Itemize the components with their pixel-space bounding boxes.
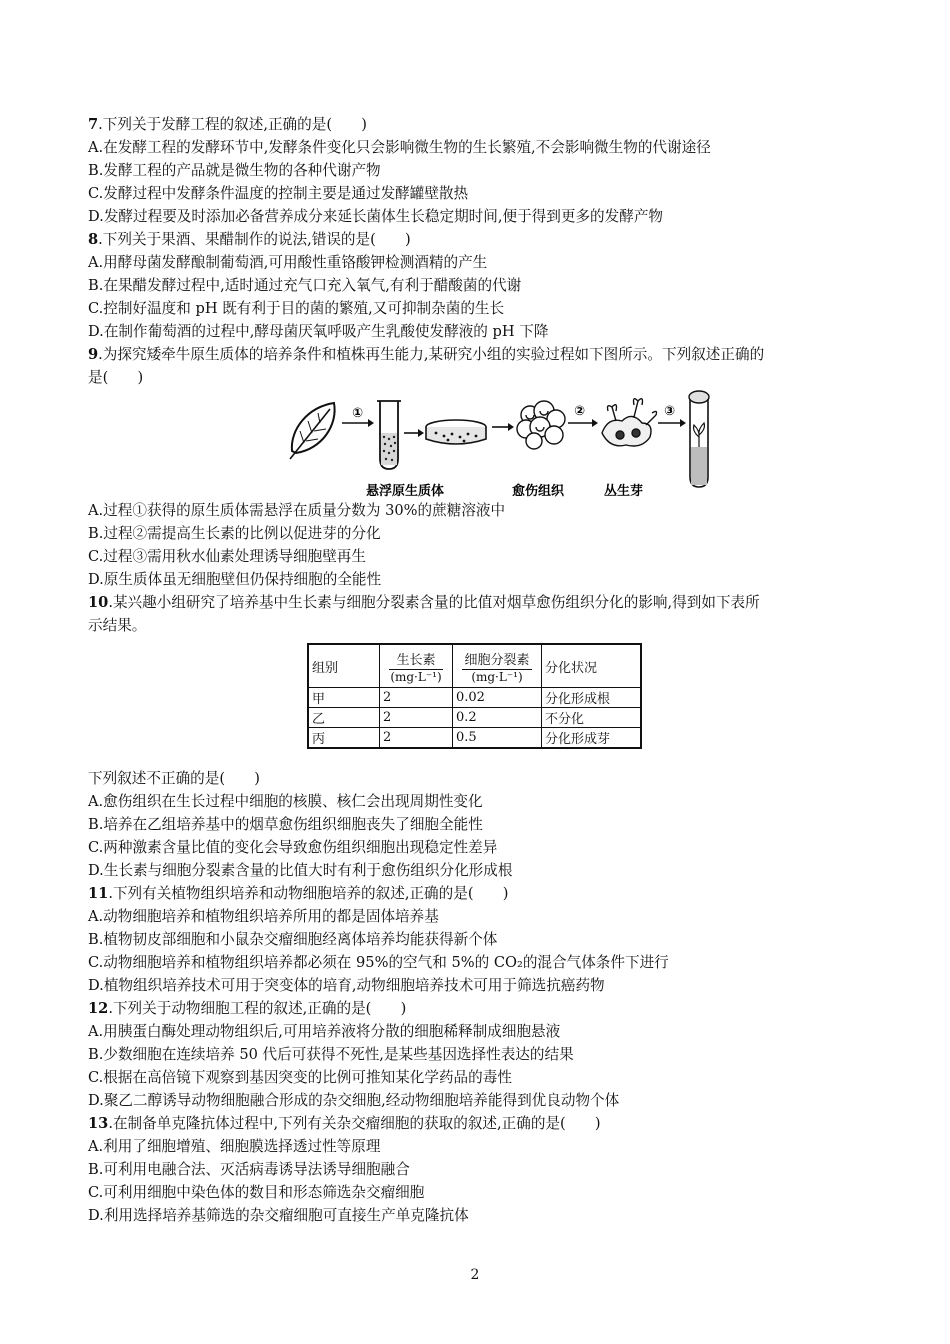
protoplast-culture-figure <box>88 389 863 499</box>
header-differentiation: 分化状况 <box>542 644 642 688</box>
question-13-option-c: C.可利用细胞中染色体的数目和形态筛选杂交瘤细胞 <box>88 1184 425 1201</box>
arrow-step-3 <box>658 419 686 427</box>
question-10-option-c: C.两种激素含量比值的变化会导致愈伤组织细胞出现稳定性差异 <box>88 839 498 856</box>
table-row <box>308 728 641 749</box>
step-2-marker: ② <box>574 404 586 419</box>
question-number: 13 <box>88 1115 109 1132</box>
label-buds: 丛生芽 <box>604 484 644 499</box>
question-9-stem-line1: 9.为探究矮牵牛原生质体的培养条件和植株再生能力,某研究小组的实验过程如下图所示。下列叙述正确的 <box>88 346 765 363</box>
question-number: 12 <box>88 1000 109 1017</box>
leaf-icon <box>290 403 335 459</box>
question-10-stem-line2: 示结果。 <box>88 617 147 634</box>
question-10-option-d: D.生长素与细胞分裂素含量的比值大时有利于愈伤组织分化形成根 <box>88 862 513 879</box>
question-number: 10 <box>88 594 109 611</box>
header-cytokinin-label: 细胞分裂素 <box>464 652 530 668</box>
culture-process-diagram <box>286 389 716 499</box>
question-10-option-b: B.培养在乙组培养基中的烟草愈伤组织细胞丧失了细胞全能性 <box>88 816 483 833</box>
question-10-option-a: A.愈伤组织在生长过程中细胞的核膜、核仁会出现周期性变化 <box>88 793 483 810</box>
arrow-step-2 <box>568 419 598 427</box>
petri-dish-icon <box>426 420 486 444</box>
question-number: 7 <box>88 116 99 133</box>
label-protoplast: 悬浮原生质体 <box>366 484 445 499</box>
cell-cytokinin: 0.5 <box>453 728 542 749</box>
question-7-option-b: B.发酵工程的产品就是微生物的各种代谢产物 <box>88 162 381 179</box>
header-cytokinin <box>453 644 542 688</box>
cell-group: 乙 <box>308 708 380 728</box>
header-group: 组别 <box>308 644 380 688</box>
question-9-option-b: B.过程②需提高生长素的比例以促进芽的分化 <box>88 525 381 542</box>
page-number: 2 <box>470 1267 480 1283</box>
callus-icon <box>517 401 565 449</box>
question-12-option-d: D.聚乙二醇诱导动物细胞融合形成的杂交细胞,经动物细胞培养能得到优良动物个体 <box>88 1092 620 1109</box>
question-13-option-b: B.可利用电融合法、灭活病毒诱导法诱导细胞融合 <box>88 1161 410 1178</box>
question-8-option-c: C.控制好温度和 pH 既有利于目的菌的繁殖,又可抑制杂菌的生长 <box>88 300 505 317</box>
table-header-row <box>308 644 641 688</box>
question-page <box>88 113 863 1227</box>
question-8-option-a: A.用酵母菌发酵酿制葡萄酒,可用酸性重铬酸钾检测酒精的产生 <box>88 254 488 271</box>
question-11-option-d: D.植物组织培养技术可用于突变体的培育,动物细胞培养技术可用于筛选抗癌药物 <box>88 977 605 994</box>
question-12-stem: 12.下列关于动物细胞工程的叙述,正确的是( ) <box>88 1000 407 1017</box>
question-number: 9 <box>88 346 99 363</box>
cell-cytokinin: 0.2 <box>453 708 542 728</box>
question-7-option-a: A.在发酵工程的发酵环节中,发酵条件变化只会影响微生物的生长繁殖,不会影响微生物的代谢途径 <box>88 139 711 156</box>
question-12-option-a: A.用胰蛋白酶处理动物组织后,可用培养液将分散的细胞稀释制成细胞悬液 <box>88 1023 561 1040</box>
question-number: 8 <box>88 231 99 248</box>
step-3-marker: ③ <box>664 404 676 419</box>
question-8-option-b: B.在果醋发酵过程中,适时通过充气口充入氧气,有利于醋酸菌的代谢 <box>88 277 522 294</box>
question-9-option-a: A.过程①获得的原生质体需悬浮在质量分数为 30%的蔗糖溶液中 <box>88 502 506 519</box>
question-11-option-c: C.动物细胞培养和植物组织培养都必须在 95%的空气和 5%的 CO₂的混合气体条件下进行 <box>88 954 669 971</box>
header-cytokinin-unit: (mg·L⁻¹) <box>462 669 532 684</box>
question-10-stem-line1: 10.某兴趣小组研究了培养基中生长素与细胞分裂素含量的比值对烟草愈伤组织分化的影响,得到如下表所 <box>88 594 760 611</box>
hormone-ratio-table <box>307 643 642 749</box>
arrow-to-callus <box>492 423 514 431</box>
question-9-option-c: C.过程③需用秋水仙素处理诱导细胞壁再生 <box>88 548 366 565</box>
question-7-option-d: D.发酵过程要及时添加必备营养成分来延长菌体生长稳定期时间,便于得到更多的发酵产物 <box>88 208 664 225</box>
question-7-stem: 7.下列关于发酵工程的叙述,正确的是( ) <box>88 116 367 133</box>
arrow-to-dish <box>404 429 424 437</box>
cell-group: 甲 <box>308 688 380 708</box>
question-12-option-b: B.少数细胞在连续培养 50 代后可获得不死性,是某些基因选择性表达的结果 <box>88 1046 574 1063</box>
question-13-option-a: A.利用了细胞增殖、细胞膜选择透过性等原理 <box>88 1138 381 1155</box>
table-row <box>308 688 641 708</box>
question-8-stem: 8.下列关于果酒、果醋制作的说法,错误的是( ) <box>88 231 411 248</box>
question-13-option-d: D.利用选择培养基筛选的杂交瘤细胞可直接生产单克隆抗体 <box>88 1207 469 1224</box>
question-13-stem: 13.在制备单克隆抗体过程中,下列有关杂交瘤细胞的获取的叙述,正确的是( ) <box>88 1115 601 1132</box>
test-tube-icon <box>377 401 401 469</box>
step-1-marker: ① <box>352 406 364 421</box>
cell-auxin: 2 <box>380 708 453 728</box>
header-auxin-unit: (mg·L⁻¹) <box>390 669 442 684</box>
plantlet-tube-icon <box>689 391 709 487</box>
question-9-stem-line2: 是( ) <box>88 369 144 386</box>
header-auxin-label: 生长素 <box>396 652 436 668</box>
cell-auxin: 2 <box>380 688 453 708</box>
question-7-option-c: C.发酵过程中发酵条件温度的控制主要是通过发酵罐壁散热 <box>88 185 469 202</box>
buds-icon <box>602 399 657 446</box>
cell-cytokinin: 0.02 <box>453 688 542 708</box>
header-auxin <box>380 644 453 688</box>
question-11-option-a: A.动物细胞培养和植物组织培养所用的都是固体培养基 <box>88 908 439 925</box>
label-callus: 愈伤组织 <box>512 484 565 499</box>
question-10-after-table: 下列叙述不正确的是( ) <box>88 770 260 787</box>
cell-differentiation: 分化形成根 <box>542 688 642 708</box>
question-11-option-b: B.植物韧皮部细胞和小鼠杂交瘤细胞经离体培养均能获得新个体 <box>88 931 498 948</box>
question-9-option-d: D.原生质体虽无细胞壁但仍保持细胞的全能性 <box>88 571 382 588</box>
question-12-option-c: C.根据在高倍镜下观察到基因突变的比例可推知某化学药品的毒性 <box>88 1069 512 1086</box>
cell-differentiation: 不分化 <box>542 708 642 728</box>
cell-differentiation: 分化形成芽 <box>542 728 642 749</box>
question-8-option-d: D.在制作葡萄酒的过程中,酵母菌厌氧呼吸产生乳酸使发酵液的 pH 下降 <box>88 323 549 340</box>
question-number: 11 <box>88 885 109 902</box>
hormone-table-container <box>88 637 863 767</box>
cell-group: 丙 <box>308 728 380 749</box>
cell-auxin: 2 <box>380 728 453 749</box>
question-11-stem: 11.下列有关植物组织培养和动物细胞培养的叙述,正确的是( ) <box>88 885 509 902</box>
table-row <box>308 708 641 728</box>
